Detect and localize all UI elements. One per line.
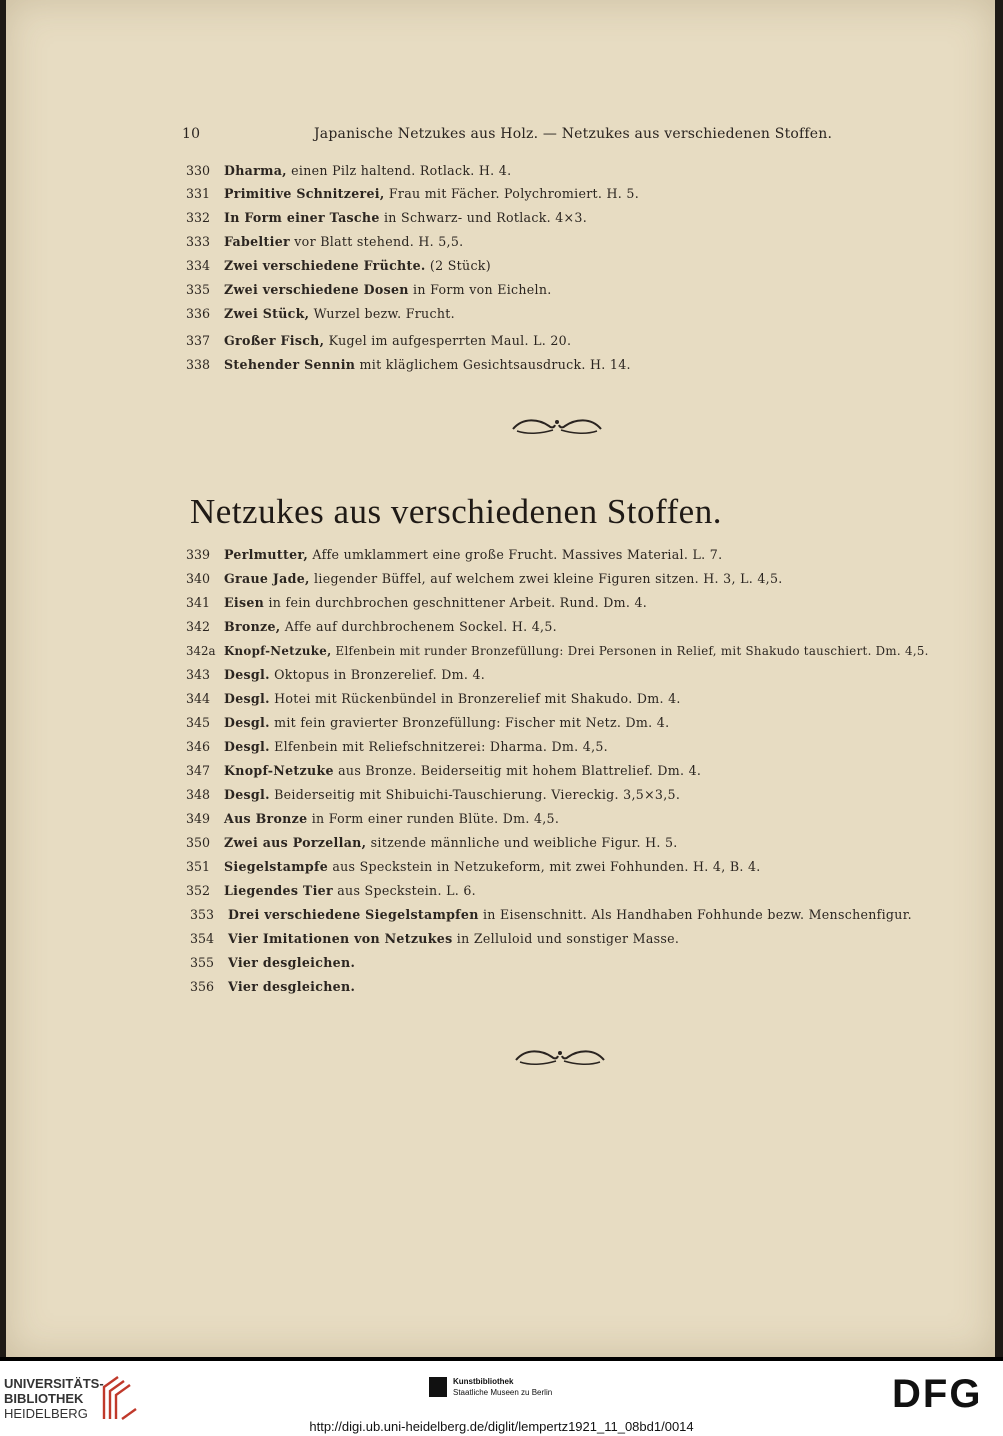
- ub-line-1: UNIVERSITÄTS-: [4, 1376, 104, 1391]
- kb-line-2: Staatliche Museen zu Berlin: [453, 1388, 553, 1397]
- page-number: 10: [182, 126, 201, 142]
- page-header: [6, 126, 995, 146]
- list-item: 344 Desgl. Hotei mit Rückenbündel in Bronzerelief mit Shakudo. Dm. 4.: [186, 691, 681, 706]
- list-item: 346 Desgl. Elfenbein mit Reliefschnitzerei: Dharma. Dm. 4,5.: [186, 739, 608, 754]
- list-item: 333 Fabeltier vor Blatt stehend. H. 5,5.: [186, 234, 464, 249]
- digitization-footer: [0, 1357, 1003, 1436]
- list-item: 342a Knopf-Netzuke, Elfenbein mit runder Bronzefüllung: Drei Personen in Relief, mit Shakudo tauschiert. Dm. 4,5.: [186, 644, 929, 658]
- list-item: 351 Siegelstampfe aus Speckstein in Netzukeform, mit zwei Fohhunden. H. 4, B. 4.: [186, 859, 761, 874]
- ub-heidelberg-logo[interactable]: [4, 1376, 104, 1421]
- list-item: 331 Primitive Schnitzerei, Frau mit Fächer. Polychromiert. H. 5.: [186, 186, 640, 201]
- list-item: 348 Desgl. Beiderseitig mit Shibuichi-Tauschierung. Viereckig. 3,5×3,5.: [186, 787, 681, 802]
- list-item: 347 Knopf-Netzuke aus Bronze. Beiderseitig mit hohem Blattrelief. Dm. 4.: [186, 763, 702, 778]
- ornament-divider-icon: [509, 413, 605, 437]
- ub-line-2: BIBLIOTHEK: [4, 1391, 84, 1406]
- list-item: 330 Dharma, einen Pilz haltend. Rotlack. H. 4.: [186, 163, 512, 178]
- ornament-divider-icon: [512, 1044, 608, 1068]
- list-item: 340 Graue Jade, liegender Büffel, auf welchem zwei kleine Figuren sitzen. H. 3, L. 4,5.: [186, 571, 783, 586]
- ub-line-3: HEIDELBERG: [4, 1406, 88, 1421]
- kunstbibliothek-logo-icon: [429, 1377, 447, 1397]
- list-item: 356 Vier desgleichen.: [190, 979, 356, 994]
- list-item: 336 Zwei Stück, Wurzel bezw. Frucht.: [186, 306, 455, 321]
- dfg-logo[interactable]: DFG: [892, 1372, 983, 1416]
- ub-logo-mark-icon: [100, 1371, 140, 1423]
- list-item: 334 Zwei verschiedene Früchte. (2 Stück): [186, 258, 491, 273]
- kb-line-1: Kunstbibliothek: [453, 1377, 514, 1386]
- list-item: 345 Desgl. mit fein gravierter Bronzefüllung: Fischer mit Netz. Dm. 4.: [186, 715, 670, 730]
- scanned-page: [6, 0, 995, 1357]
- list-item: 343 Desgl. Oktopus in Bronzerelief. Dm. 4.: [186, 667, 486, 682]
- section-title: Netzukes aus verschiedenen Stoffen.: [190, 492, 722, 531]
- list-item: 355 Vier desgleichen.: [190, 955, 356, 970]
- list-item: 350 Zwei aus Porzellan, sitzende männliche und weibliche Figur. H. 5.: [186, 835, 678, 850]
- list-item: 349 Aus Bronze in Form einer runden Blüte. Dm. 4,5.: [186, 811, 560, 826]
- kunstbibliothek-logo[interactable]: [453, 1376, 552, 1398]
- list-item: 352 Liegendes Tier aus Speckstein. L. 6.: [186, 883, 476, 898]
- source-url-link[interactable]: http://digi.ub.uni-heidelberg.de/diglit/lempertz1921_11_08bd1/0014: [309, 1419, 694, 1434]
- running-title: Japanische Netzukes aus Holz. — Netzukes aus verschiedenen Stoffen.: [314, 126, 833, 142]
- list-item: 335 Zwei verschiedene Dosen in Form von Eicheln.: [186, 282, 552, 297]
- list-item: 337 Großer Fisch, Kugel im aufgesperrten Maul. L. 20.: [186, 333, 572, 348]
- list-item: 339 Perlmutter, Affe umklammert eine große Frucht. Massives Material. L. 7.: [186, 547, 723, 562]
- list-item: 354 Vier Imitationen von Netzukes in Zelluloid und sonstiger Masse.: [190, 931, 680, 946]
- list-item: 341 Eisen in fein durchbrochen geschnittener Arbeit. Rund. Dm. 4.: [186, 595, 648, 610]
- list-item: 353 Drei verschiedene Siegelstampfen in Eisenschnitt. Als Handhaben Fohhunde bezw. Menschenfigur.: [190, 907, 912, 922]
- list-item: 338 Stehender Sennin mit kläglichem Gesichtsausdruck. H. 14.: [186, 357, 631, 372]
- footer-divider: [0, 1357, 1003, 1361]
- list-item: 342 Bronze, Affe auf durchbrochenem Sockel. H. 4,5.: [186, 619, 557, 634]
- list-item: 332 In Form einer Tasche in Schwarz- und Rotlack. 4×3.: [186, 210, 588, 225]
